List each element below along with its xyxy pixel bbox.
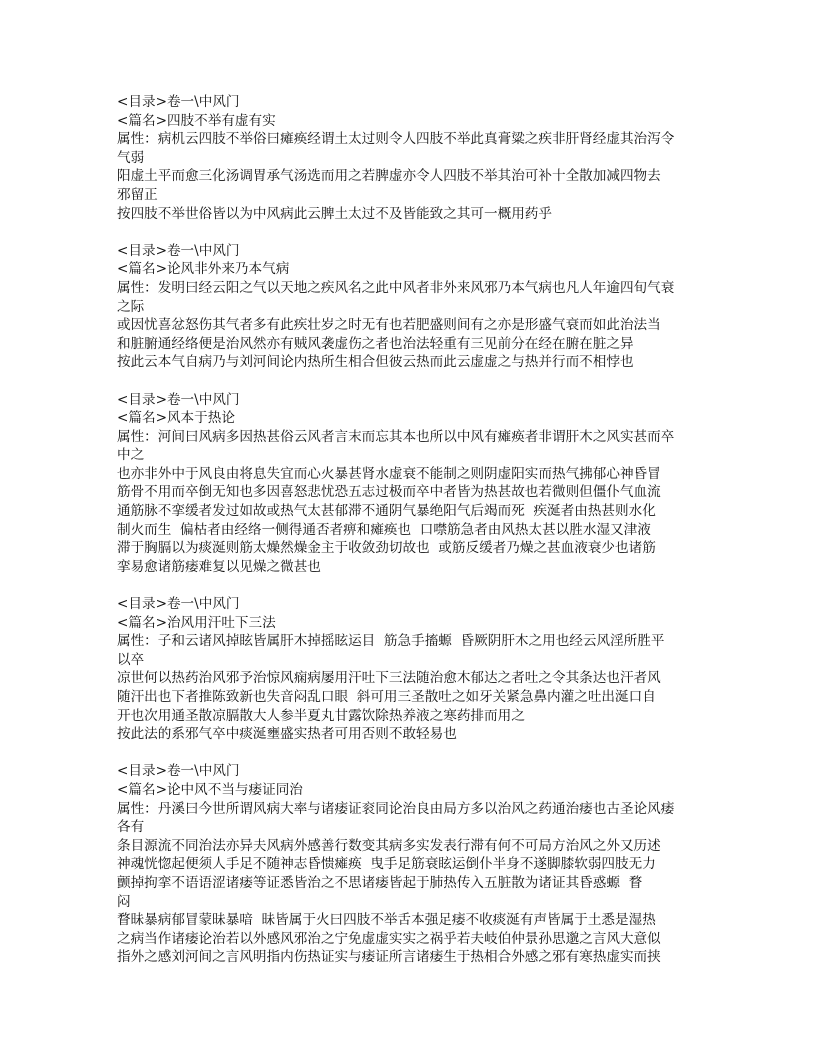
chapter-title: <篇名>四肢不举有虚有实 [117,112,276,129]
body-line: 瞀昧暴病郁冒蒙昧暴喑 昧皆属于火曰四肢不举舌本强足痿不收痰涎有声皆属于土悉是湿热 [117,912,656,929]
body-line: 通筋脉不挛缓者发过如故或热气太甚郁滞不通阴气暴绝阳气后竭而死 疾涎者由热甚则水化 [117,503,656,520]
catalog-line: <目录>卷一\中风门 [117,596,240,613]
chapter-title: <篇名>论风非外来乃本气病 [117,261,290,278]
body-line: 条目源流不同治法亦异夫风病外感善行数变其病多实发表行滞有何不可局方治风之外又历述 [117,837,661,854]
body-line: 各有 [117,819,145,836]
catalog-line: <目录>卷一\中风门 [117,391,240,408]
body-line: 属性：发明曰经云阳之气以天地之疾风名之此中风者非外来风邪乃本气病也凡人年逾四旬气衰 [117,279,675,296]
body-line: 凉世何以热药治风邪予治惊风痫病屡用汗吐下三法随治愈木郁达之者吐之令其条达也汗者风 [117,670,661,687]
body-line: 气弱 [117,149,145,166]
body-line: 属性：河间曰风病多因热甚俗云风者言末而忘其本也所以中风有瘫痪者非谓肝木之风实甚而卒 [117,428,675,445]
body-line: 神魂恍惚起便须人手足不随神志昏愦瘫痪 曳手足筋衰眩运倒仆半身不遂脚膝软弱四肢无力 [117,856,656,873]
body-line: 随汗出也下者推陈致新也失音闷乱口眼 斜可用三圣散吐之如牙关紧急鼻内灌之吐出涎口自 [117,689,656,705]
body-line: 筋骨不用而卒倒无知也多因喜怒悲忧恐五志过极而卒中者皆为热甚故也若微则但僵仆气血流 [117,484,661,501]
chapter-title: <篇名>风本于热论 [117,410,235,427]
body-line: 阳虚土平而愈三化汤调胃承气汤选而用之若脾虚亦令人四肢不举其治可补十全散加减四物去 [117,168,661,185]
catalog-line: <目录>卷一\中风门 [117,94,240,110]
entry-section [117,391,707,577]
body-line: 和脏腑通经络便是治风然亦有贼风袭虚伤之者也治法轻重有三见前分在经在腑在脏之异 [117,335,634,352]
entry-section [117,595,707,744]
body-line: 闷 [117,893,131,910]
body-line: 邪留正 [117,186,158,203]
body-line: 属性：丹溪曰今世所谓风病大率与诸痿证衮同论治良由局方多以治风之药通治痿也古圣论风痿 [117,800,675,817]
body-line: 中之 [117,447,145,464]
body-line: 属性：子和云诸风掉眩皆属肝木掉摇眩运目 筋急手搐螈 昏厥阴肝木之用也经云风淫所胜平 [117,633,665,650]
body-line: 之病当作诸痿论治若以外感风邪治之宁免虚虚实实之祸乎若夫岐伯仲景孙思邈之言风大意似 [117,930,661,947]
chapter-title: <篇名>治风用汗吐下三法 [117,614,276,631]
body-line: 按此云本气自病乃与刘河间论内热所生相合但彼云热而此云虚虚之与热并行而不相悖也 [117,354,634,371]
body-line: 挛易愈诸筋痿难复以见燥之微甚也 [117,558,321,575]
body-line: 按此法的系邪气卒中痰涎壅盛实热者可用否则不敢轻易也 [117,726,457,743]
body-line: 之际 [117,298,145,315]
catalog-line: <目录>卷一\中风门 [117,242,240,259]
body-line: 属性：病机云四肢不举俗曰瘫痪经谓土太过则令人四肢不举此真膏粱之疾非肝肾经虚其治泻令 [117,131,675,148]
entry-section [117,242,707,372]
body-line: 滞于胸膈以为痰涎则筋太燥然燥金主于收敛劲切故也 或筋反缓者乃燥之甚血液衰少也诸筋 [117,540,656,557]
body-line: 指外之感刘河间之言风明指内伤热证实与痿证所言诸痿生于热相合外感之邪有寒热虚实而挟 [117,949,661,966]
body-line: 颤掉拘挛不语语涩诸痿等证悉皆治之不思诸痿皆起于肺热传入五脏散为诸证其昏惑螈 瞀 [117,874,643,891]
body-line: 以卒 [117,651,145,668]
chapter-title: <篇名>论中风不当与痿证同治 [117,781,303,798]
entry-section [117,93,707,223]
catalog-line: <目录>卷一\中风门 [117,763,240,780]
body-line: 也亦非外中于风良由将息失宜而心火暴甚肾水虚衰不能制之则阴虚阳实而热气拂郁心神昏冒 [117,465,661,482]
entry-section [117,762,707,967]
body-line: 开也次用通圣散凉膈散大人参半夏丸甘露饮除热养液之寒药排而用之 [117,707,525,724]
body-line: 或因忧喜忿怒伤其气者多有此疾壮岁之时无有也若肥盛则间有之亦是形盛气衰而如此治法当 [117,317,661,334]
document-page [117,93,707,986]
body-line: 制火而生 偏枯者由经络一侧得通否者痹和瘫痪也 口噤筋急者由风热太甚以胜水湿又津液 [117,521,651,538]
body-line: 按四肢不举世俗皆以为中风病此云脾土太过不及皆能致之其可一概用药乎 [117,205,552,222]
